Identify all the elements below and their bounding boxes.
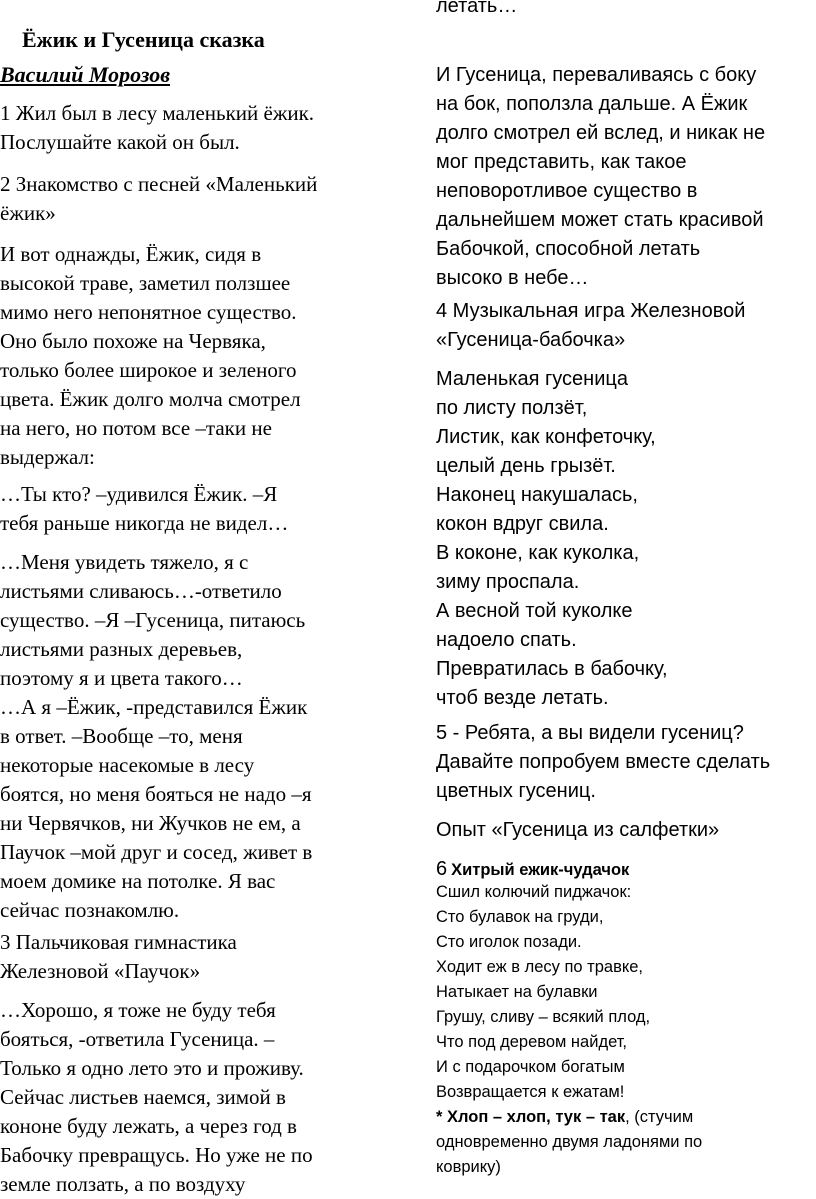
hedgehog-poem: Сшил колючий пиджачок: Сто булавок на груди, Сто иголок позади. Ходит еж в лесу по травке, Натыкает на булавки Грушу, сливу – всякий плод, Что под деревом найдет, И с подарочком богатым Возвращается к ежатам! [436,883,651,1101]
clap-instruction [436,1105,702,1180]
clap-bold: * Хлоп – хлоп, тук – так [436,1108,626,1126]
paragraph-9: 4 Музыкальная игра Железновой «Гусеница-бабочка» [436,300,746,351]
paragraph-6: 3 Пальчиковая гимнастика Железновой «Паучок» [0,930,237,983]
caterpillar-poem: Маленькая гусеница по листу ползёт, Листик, как конфеточку, целый день грызёт. Наконец накушалась, кокон вдруг свила. В коконе, как куколка, зиму проспала. А весной той куколке надоело спать. Превратилась в бабочку, чтоб везде летать. [436,368,668,709]
paragraph-11: Опыт «Гусеница из салфетки» [436,819,720,841]
section-6-number: 6 [436,858,448,880]
story-title: Ёжик и Гусеница сказка [22,27,265,52]
clap-rest: , (стучим одновременно двумя ладонями по коврику) [436,1108,703,1176]
paragraph-8: И Гусеница, переваливаясь с боку на бок, поползла дальше. А Ёжик долго смотрел ей вслед, и никак не мог представить, как такое неповоротливое существо в дальнейшем может стать красивой Бабочкой, способной летать высоко в небе… [436,64,766,289]
paragraph-3: И вот однажды, Ёжик, сидя в высокой траве, заметил ползшее мимо него непонятное существо. Оно было похоже на Червяка, только более широкое и зеленого цвета. Ёжик долго молча смотрел на него, но потом все –таки не выдержал: [0,242,301,469]
paragraph-1: 1 Жил был в лесу маленький ёжик. Послушайте какой он был. [0,101,315,154]
continued-word: летать… [436,0,518,17]
section-6-title: Хитрый ежик-чудачок [451,861,630,879]
paragraph-5: …Меня увидеть тяжело, я с листьями сливаюсь…-ответило существо. –Я –Гусеница, питаюсь листьями разных деревьев, поэтому я и цвета такого… …А я –Ёжик, -представился Ёжик в ответ. –Вообще –то, меня некоторые насекомые в лесу боятся, но меня бояться не надо –я ни Червячков, ни Жучков не ем, а Паучок –мой друг и сосед, живет в моем домике на потолке. Я вас сейчас познакомлю. [0,550,313,922]
paragraph-7: …Хорошо, я тоже не буду тебя бояться, -ответила Гусеница. – Только я одно лето это и проживу. Сейчас листьев наемся, зимой в кононе буду лежать, а через год в Бабочку превращусь. Но уже не по земле ползать, а по воздуху [0,998,313,1196]
paragraph-4: …Ты кто? –удивился Ёжик. –Я тебя раньше никогда не видел… [0,482,289,535]
story-author: Василий Морозов [0,62,171,87]
paragraph-10: 5 - Ребята, а вы видели гусениц? Давайте попробуем вместе сделать цветных гусениц. [436,722,771,802]
paragraph-2: 2 Знакомство с песней «Маленький ёжик» [0,172,318,225]
